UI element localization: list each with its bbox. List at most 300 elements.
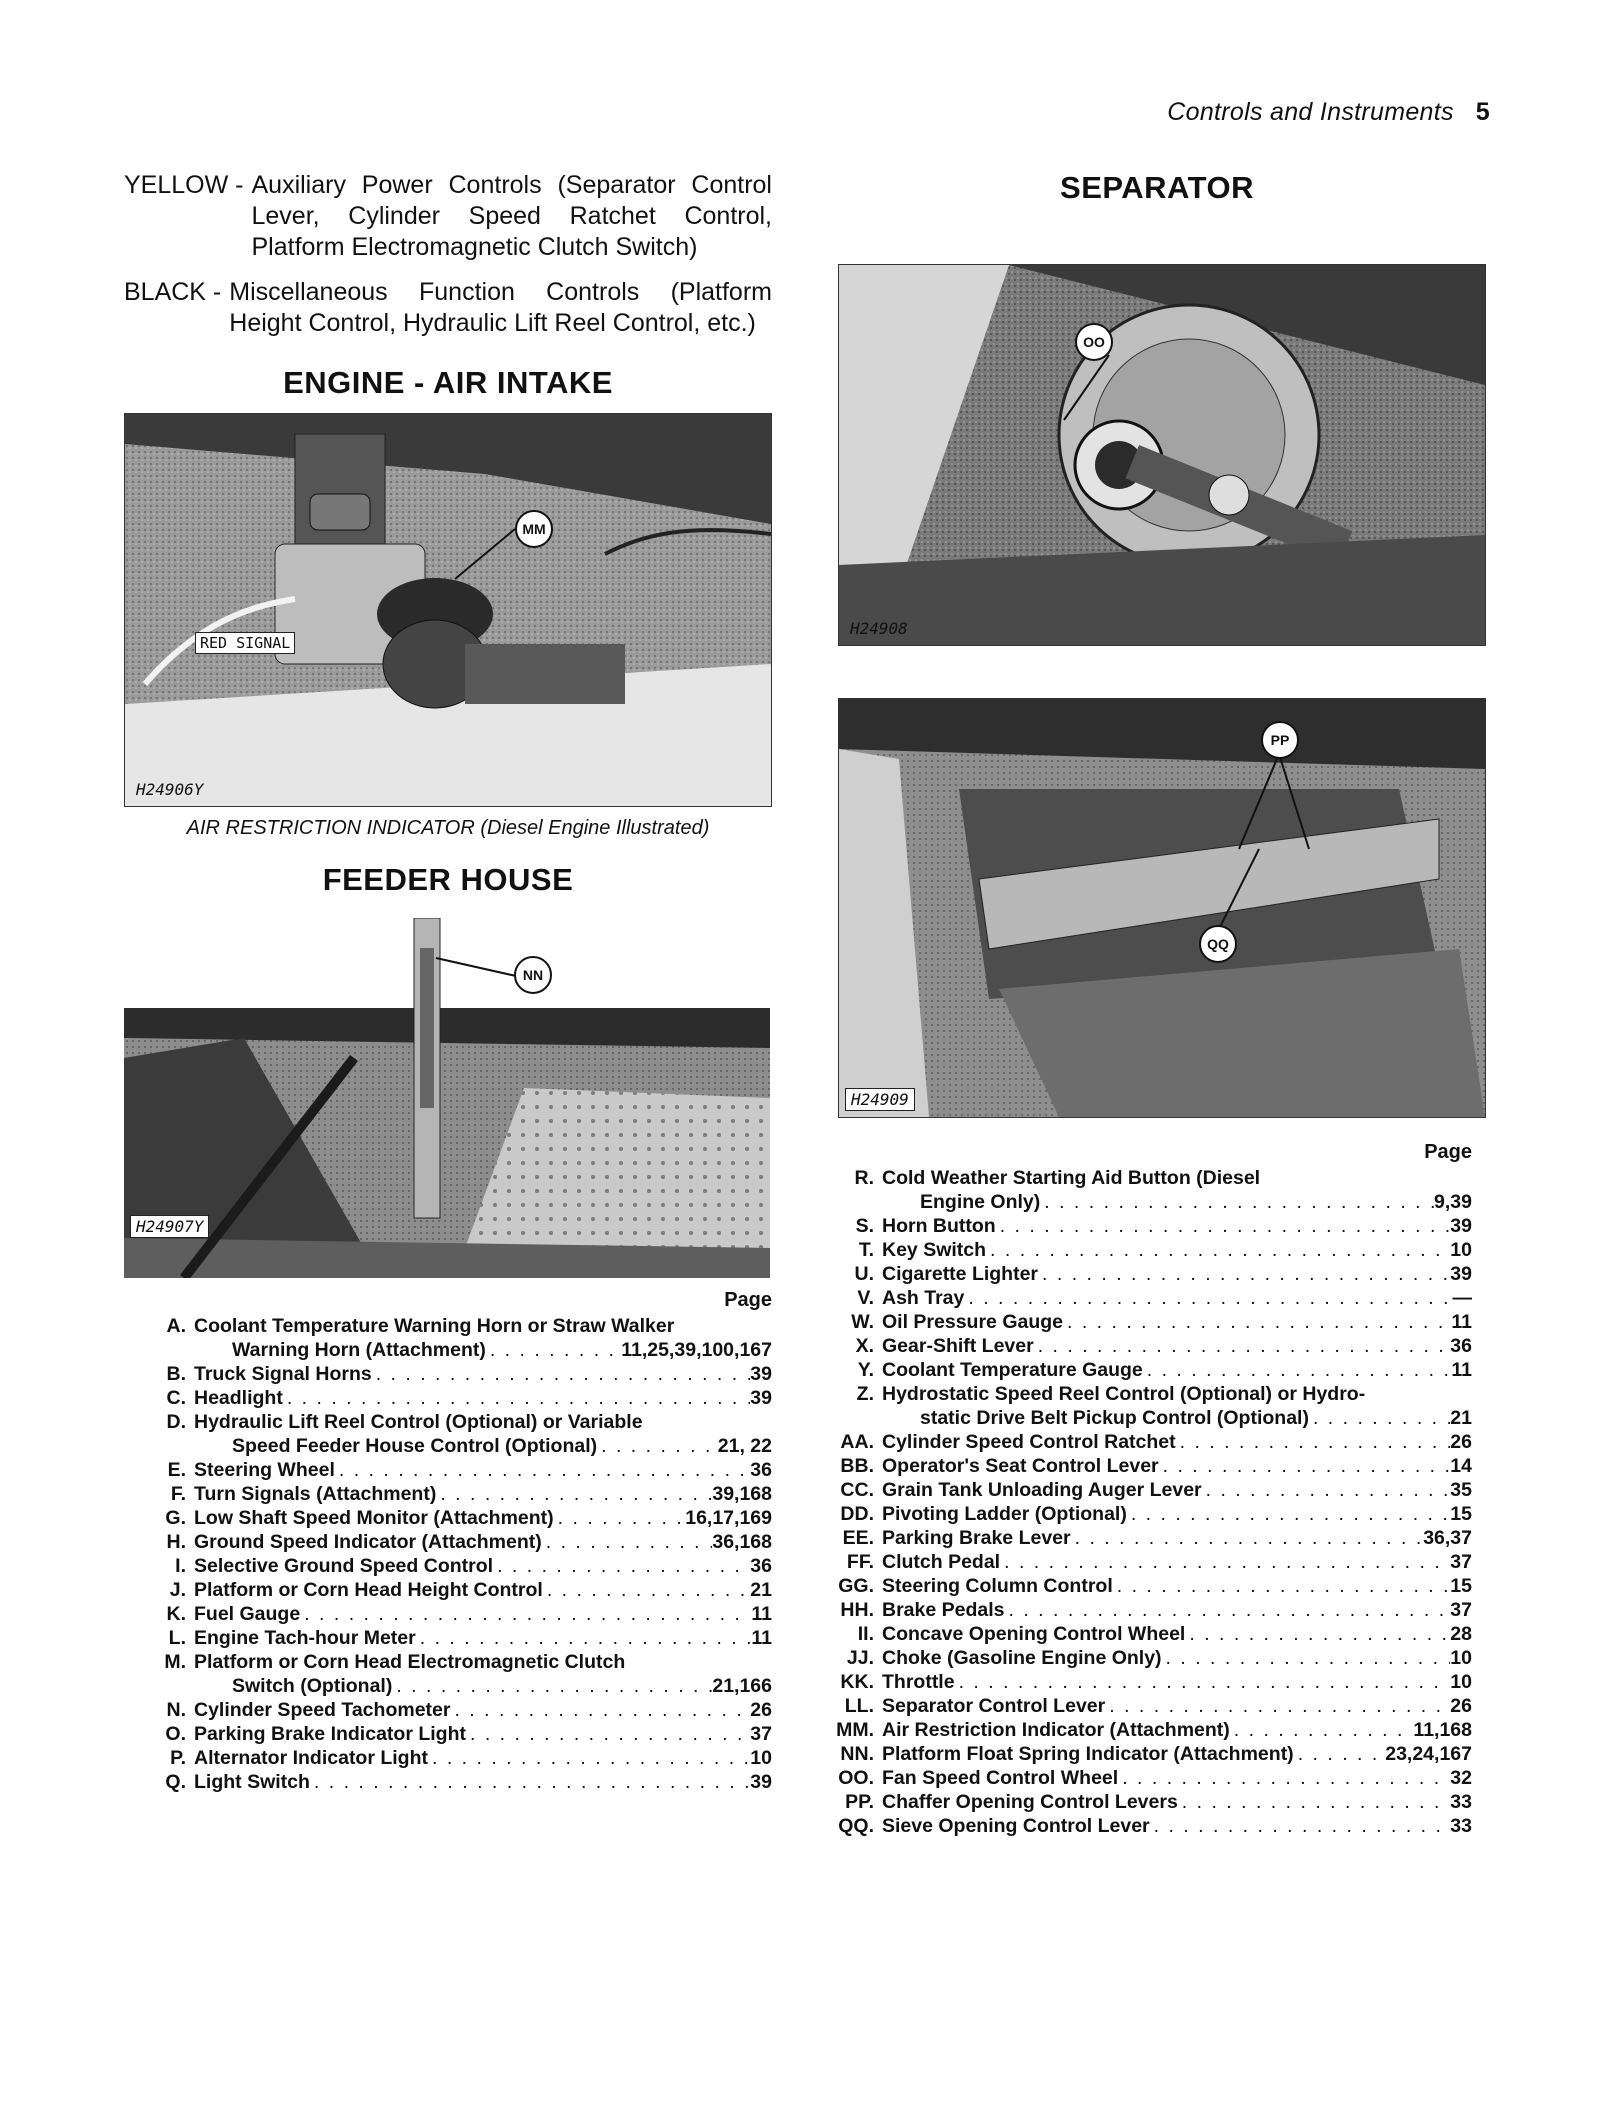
- legend-text: [882, 1670, 1472, 1694]
- legend-letter: E.: [167, 1459, 186, 1481]
- legend-letter: G.: [165, 1507, 186, 1529]
- legend-item: [812, 1694, 1472, 1718]
- legend-letter: Z.: [856, 1383, 874, 1405]
- feeder-photo: [124, 918, 770, 1278]
- legend-item: [812, 1430, 1472, 1454]
- legend-page: 39: [1450, 1215, 1472, 1237]
- leader-dots: [1202, 1478, 1451, 1502]
- legend-letter: X.: [855, 1335, 874, 1357]
- separator-photo-2-image: [839, 699, 1485, 1117]
- leader-dots: [1230, 1718, 1414, 1742]
- legend-label: Concave Opening Control Wheel: [882, 1623, 1186, 1645]
- legend-item: [812, 1526, 1472, 1550]
- legend-letter: B.: [166, 1363, 186, 1385]
- legend-letter: QQ.: [838, 1815, 874, 1837]
- separator-heading: SEPARATOR: [1060, 170, 1254, 205]
- legend-letter: BB.: [840, 1455, 874, 1477]
- leader-dots: [436, 1482, 712, 1506]
- legend-letter: EE.: [842, 1527, 874, 1549]
- legend-page: 39: [750, 1387, 772, 1409]
- legend-page: 36,37: [1423, 1527, 1472, 1549]
- legend-item: [812, 1598, 1472, 1622]
- legend-item: [124, 1554, 772, 1578]
- feeder-photo-image: [124, 918, 770, 1278]
- legend-page: 21, 22: [717, 1435, 772, 1457]
- legend-page: 37: [1450, 1599, 1472, 1621]
- legend-letter: MM.: [836, 1719, 874, 1741]
- legend-letter: A.: [166, 1315, 186, 1337]
- legend-item: [124, 1386, 772, 1410]
- legend-item: [812, 1766, 1472, 1790]
- legend-item: [812, 1238, 1472, 1262]
- legend-label: Gear-Shift Lever: [882, 1335, 1034, 1357]
- legend-label: Fan Speed Control Wheel: [882, 1767, 1119, 1789]
- left-column: [124, 170, 772, 1794]
- legend-text: [194, 1362, 772, 1386]
- legend-item: [812, 1718, 1472, 1742]
- color-definition-yellow: [124, 170, 772, 263]
- legend-text: [194, 1650, 772, 1698]
- legend-label: Ash Tray: [882, 1287, 965, 1309]
- leader-dots: [1105, 1694, 1450, 1718]
- legend-label: Light Switch: [194, 1771, 310, 1793]
- legend-text: [194, 1602, 772, 1626]
- leader-dots: [428, 1746, 750, 1770]
- legend-letter: C.: [166, 1387, 186, 1409]
- legend-multiline: [194, 1314, 772, 1362]
- legend-label: Horn Button: [882, 1215, 996, 1237]
- legend-item: [812, 1814, 1472, 1838]
- leader-dots: [1185, 1622, 1450, 1646]
- legend-label: Ground Speed Indicator (Attachment): [194, 1531, 542, 1553]
- legend-continuation: [882, 1190, 1472, 1214]
- legend-page: 39: [1450, 1263, 1472, 1285]
- legend-page-label: Page: [1424, 1141, 1472, 1163]
- legend-label: Selective Ground Speed Control: [194, 1555, 494, 1577]
- legend-label: Cylinder Speed Control Ratchet: [882, 1431, 1176, 1453]
- separator-photo-1-code: H24908: [850, 619, 908, 638]
- leader-dots: [543, 1578, 750, 1602]
- legend-letter: PP.: [845, 1791, 874, 1813]
- legend-letter: N.: [166, 1699, 186, 1721]
- legend-page: 32: [1450, 1767, 1472, 1789]
- legend-page: 36: [750, 1459, 772, 1481]
- legend-text: [194, 1722, 772, 1746]
- legend-label: Coolant Temperature Gauge: [882, 1359, 1143, 1381]
- legend-label: Alternator Indicator Light: [194, 1747, 428, 1769]
- leader-dots: [392, 1674, 712, 1698]
- callout-pp: PP: [1261, 721, 1299, 759]
- leader-dots: [1034, 1334, 1451, 1358]
- legend-letter: J.: [169, 1579, 186, 1601]
- legend-text: [882, 1742, 1472, 1766]
- legend-text: [882, 1694, 1472, 1718]
- legend-item: [812, 1622, 1472, 1646]
- legend-label-cont: static Drive Belt Pickup Control (Optional): [920, 1407, 1309, 1429]
- legend-page: 33: [1450, 1815, 1472, 1837]
- legend-multiline: [882, 1382, 1472, 1430]
- legend-page: 11: [1451, 1311, 1472, 1333]
- leader-dots: [450, 1698, 750, 1722]
- legend-page-label: Page: [724, 1289, 772, 1311]
- leader-dots: [486, 1338, 621, 1362]
- legend-text: [882, 1214, 1472, 1238]
- legend-item: [124, 1506, 772, 1530]
- legend-text: [194, 1530, 772, 1554]
- legend-right: [812, 1140, 1472, 1838]
- engine-photo: [124, 413, 772, 807]
- legend-label: Parking Brake Lever: [882, 1527, 1071, 1549]
- legend-letter: CC.: [840, 1479, 874, 1501]
- legend-letter: H.: [166, 1531, 186, 1553]
- legend-label: Parking Brake Indicator Light: [194, 1723, 466, 1745]
- legend-text: [882, 1382, 1472, 1430]
- legend-label: Steering Wheel: [194, 1459, 335, 1481]
- leader-dots: [335, 1458, 750, 1482]
- leader-dots: [283, 1386, 750, 1410]
- legend-page: 37: [1450, 1551, 1472, 1573]
- legend-text: [194, 1482, 772, 1506]
- color-definition-black: [124, 277, 772, 339]
- leader-dots: [1178, 1790, 1451, 1814]
- legend-page: 36: [750, 1555, 772, 1577]
- color-description: Auxiliary Power Controls (Separator Control Lever, Cylinder Speed Ratchet Control, Platform Electromagnetic Clutch Switch): [251, 171, 772, 261]
- leader-dots: [1071, 1526, 1424, 1550]
- legend-label: Headlight: [194, 1387, 283, 1409]
- callout-qq: QQ: [1199, 925, 1237, 963]
- engine-photo-image: [125, 414, 771, 806]
- leader-dots: [1118, 1766, 1450, 1790]
- leader-dots: [1176, 1430, 1451, 1454]
- legend-letter: M.: [164, 1651, 186, 1673]
- legend-label: Fuel Gauge: [194, 1603, 301, 1625]
- legend-text: [882, 1286, 1472, 1310]
- legend-text: [882, 1430, 1472, 1454]
- legend-text: [882, 1622, 1472, 1646]
- legend-letter: OO.: [838, 1767, 874, 1789]
- legend-label: Separator Control Lever: [882, 1695, 1106, 1717]
- legend-letter: R.: [854, 1167, 874, 1189]
- legend-item: [124, 1458, 772, 1482]
- legend-page: 39: [750, 1363, 772, 1385]
- legend-text: [882, 1478, 1472, 1502]
- legend-label: Platform Float Spring Indicator (Attachment): [882, 1743, 1294, 1765]
- leader-dots: [955, 1670, 1451, 1694]
- legend-page: 26: [1450, 1431, 1472, 1453]
- legend-item: [124, 1746, 772, 1770]
- legend-text: [882, 1814, 1472, 1838]
- legend-label: Operator's Seat Control Lever: [882, 1455, 1159, 1477]
- legend-left: [124, 1288, 772, 1794]
- legend-label: Hydraulic Lift Reel Control (Optional) or Variable: [194, 1411, 643, 1433]
- legend-label: Grain Tank Unloading Auger Lever: [882, 1479, 1202, 1501]
- legend-page: 11,168: [1413, 1719, 1472, 1741]
- right-column: [812, 170, 1472, 1838]
- legend-letter: T.: [858, 1239, 874, 1261]
- legend-item: [124, 1770, 772, 1794]
- legend-label: Coolant Temperature Warning Horn or Straw Walker: [194, 1315, 675, 1337]
- callout-nn: NN: [514, 956, 552, 994]
- legend-item: [812, 1286, 1472, 1310]
- legend-text: [882, 1238, 1472, 1262]
- leader-dots: [986, 1238, 1450, 1262]
- legend-letter: V.: [857, 1287, 874, 1309]
- legend-page: 33: [1450, 1791, 1472, 1813]
- legend-item: [812, 1790, 1472, 1814]
- legend-text: [882, 1310, 1472, 1334]
- legend-page: 21: [1450, 1407, 1472, 1429]
- legend-item: [124, 1722, 772, 1746]
- legend-page: 26: [750, 1699, 772, 1721]
- legend-letter: W.: [851, 1311, 874, 1333]
- legend-letter: L.: [168, 1627, 186, 1649]
- legend-label: Turn Signals (Attachment): [194, 1483, 437, 1505]
- legend-label: Cigarette Lighter: [882, 1263, 1039, 1285]
- engine-caption: AIR RESTRICTION INDICATOR (Diesel Engine Illustrated): [186, 817, 710, 839]
- legend-letter: I.: [175, 1555, 186, 1577]
- legend-page: 39,168: [712, 1483, 772, 1505]
- running-header: [1167, 98, 1490, 127]
- color-term: BLACK -: [124, 278, 222, 306]
- leader-dots: [1038, 1262, 1450, 1286]
- callout-mm: MM: [515, 510, 553, 548]
- legend-page: 39: [750, 1771, 772, 1793]
- legend-item: [812, 1454, 1472, 1478]
- feeder-heading: FEEDER HOUSE: [322, 862, 574, 897]
- legend-text: [194, 1770, 772, 1794]
- legend-page: 26: [1450, 1695, 1472, 1717]
- legend-letter: F.: [170, 1483, 186, 1505]
- legend-text: [194, 1506, 772, 1530]
- legend-letter: K.: [166, 1603, 186, 1625]
- legend-text: [882, 1502, 1472, 1526]
- legend-item: [812, 1382, 1472, 1430]
- legend-item: [812, 1334, 1472, 1358]
- legend-page: 11: [1451, 1359, 1472, 1381]
- legend-label: Platform or Corn Head Electromagnetic Clutch: [194, 1651, 626, 1673]
- legend-item: [124, 1410, 772, 1458]
- legend-label: Clutch Pedal: [882, 1551, 1001, 1573]
- legend-text: [882, 1574, 1472, 1598]
- legend-page: 28: [1450, 1623, 1472, 1645]
- legend-text: [882, 1718, 1472, 1742]
- legend-label: Pivoting Ladder (Optional): [882, 1503, 1127, 1525]
- leader-dots: [1162, 1646, 1451, 1670]
- legend-label: Truck Signal Horns: [194, 1363, 372, 1385]
- legend-item: [124, 1362, 772, 1386]
- legend-letter: FF.: [846, 1551, 874, 1573]
- leader-dots: [310, 1770, 750, 1794]
- legend-item: [812, 1502, 1472, 1526]
- legend-continuation: [194, 1338, 772, 1362]
- legend-letter: AA.: [840, 1431, 874, 1453]
- leader-dots: [1159, 1454, 1451, 1478]
- legend-label: Low Shaft Speed Monitor (Attachment): [194, 1507, 554, 1529]
- legend-letter: II.: [857, 1623, 874, 1645]
- legend-label: Cold Weather Starting Aid Button (Diesel: [882, 1167, 1261, 1189]
- legend-label: Brake Pedals: [882, 1599, 1005, 1621]
- leader-dots: [1143, 1358, 1452, 1382]
- legend-text: [194, 1626, 772, 1650]
- legend-label: Hydrostatic Speed Reel Control (Optional) or Hydro-: [882, 1383, 1366, 1405]
- legend-text: [882, 1262, 1472, 1286]
- legend-letter: NN.: [840, 1743, 874, 1765]
- legend-page: 14: [1450, 1455, 1472, 1477]
- legend-item: [812, 1214, 1472, 1238]
- legend-label: Cylinder Speed Tachometer: [194, 1699, 451, 1721]
- legend-item: [124, 1530, 772, 1554]
- legend-letter: P.: [170, 1747, 186, 1769]
- separator-photo-2-code: H24909: [845, 1088, 915, 1111]
- legend-text: [194, 1410, 772, 1458]
- legend-text: [882, 1334, 1472, 1358]
- legend-label: Choke (Gasoline Engine Only): [882, 1647, 1162, 1669]
- legend-right-rows: [812, 1166, 1472, 1838]
- legend-text: [194, 1746, 772, 1770]
- legend-label-cont: Speed Feeder House Control (Optional): [232, 1435, 598, 1457]
- legend-text: [882, 1646, 1472, 1670]
- legend-text: [882, 1790, 1472, 1814]
- legend-item: [812, 1550, 1472, 1574]
- legend-multiline: [194, 1410, 772, 1458]
- legend-page: 11: [751, 1627, 772, 1649]
- leader-dots: [542, 1530, 713, 1554]
- legend-text: [882, 1598, 1472, 1622]
- legend-item: [812, 1670, 1472, 1694]
- leader-dots: [416, 1626, 752, 1650]
- legend-page: 21,166: [712, 1675, 772, 1697]
- legend-item: [812, 1262, 1472, 1286]
- red-signal-tag: RED SIGNAL: [195, 632, 295, 654]
- legend-text: [882, 1358, 1472, 1382]
- legend-letter: D.: [166, 1411, 186, 1433]
- legend-item: [812, 1310, 1472, 1334]
- legend-multiline: [882, 1166, 1472, 1214]
- legend-page: 16,17,169: [685, 1507, 772, 1529]
- legend-text: [194, 1314, 772, 1362]
- legend-label: Air Restriction Indicator (Attachment): [882, 1719, 1230, 1741]
- legend-page: 23,24,167: [1385, 1743, 1472, 1765]
- legend-letter: U.: [854, 1263, 874, 1285]
- legend-letter: LL.: [844, 1695, 874, 1717]
- legend-letter: Q.: [165, 1771, 186, 1793]
- legend-item: [812, 1166, 1472, 1214]
- legend-label-cont: Warning Horn (Attachment): [232, 1339, 486, 1361]
- engine-photo-code: H24906Y: [136, 780, 204, 799]
- legend-letter: O.: [165, 1723, 186, 1745]
- color-term: YELLOW -: [124, 171, 244, 199]
- leader-dots: [372, 1362, 751, 1386]
- legend-letter: JJ.: [846, 1647, 874, 1669]
- leader-dots: [300, 1602, 751, 1626]
- legend-page: 21: [750, 1579, 772, 1601]
- legend-page: 10: [750, 1747, 772, 1769]
- legend-text: [882, 1766, 1472, 1790]
- legend-label: Platform or Corn Head Height Control: [194, 1579, 543, 1601]
- leader-dots: [1309, 1406, 1450, 1430]
- legend-item: [812, 1646, 1472, 1670]
- legend-text: [882, 1550, 1472, 1574]
- legend-item: [124, 1698, 772, 1722]
- legend-label: Key Switch: [882, 1239, 987, 1261]
- legend-page: 10: [1450, 1239, 1472, 1261]
- legend-page: 10: [1450, 1647, 1472, 1669]
- legend-text: [194, 1458, 772, 1482]
- legend-continuation: [194, 1674, 772, 1698]
- leader-dots: [1005, 1598, 1451, 1622]
- legend-letter: KK.: [840, 1671, 874, 1693]
- legend-item: [812, 1742, 1472, 1766]
- color-description: Miscellaneous Function Controls (Platform Height Control, Hydraulic Lift Reel Control, etc.): [229, 278, 772, 337]
- leader-dots: [597, 1434, 718, 1458]
- legend-page: 11: [751, 1603, 772, 1625]
- legend-page: 15: [1450, 1575, 1472, 1597]
- legend-label-cont: Engine Only): [920, 1191, 1041, 1213]
- header-title: Controls and Instruments: [1167, 98, 1454, 126]
- legend-page: 9,39: [1434, 1191, 1472, 1213]
- separator-photo-1: [838, 264, 1486, 646]
- legend-text: [194, 1698, 772, 1722]
- legend-item: [124, 1602, 772, 1626]
- legend-label: Sieve Opening Control Lever: [882, 1815, 1150, 1837]
- legend-left-rows: [124, 1314, 772, 1794]
- leader-dots: [466, 1722, 750, 1746]
- leader-dots: [1150, 1814, 1451, 1838]
- leader-dots: [1000, 1550, 1450, 1574]
- legend-continuation: [194, 1434, 772, 1458]
- leader-dots: [1294, 1742, 1386, 1766]
- legend-page: 11,25,39,100,167: [621, 1339, 772, 1361]
- separator-photo-1-image: [839, 265, 1485, 645]
- legend-item: [124, 1314, 772, 1362]
- legend-letter: Y.: [857, 1359, 874, 1381]
- callout-oo: OO: [1075, 323, 1113, 361]
- legend-page: 10: [1450, 1671, 1472, 1693]
- legend-item: [812, 1358, 1472, 1382]
- legend-multiline: [194, 1650, 772, 1698]
- page-number: 5: [1475, 98, 1490, 126]
- feeder-photo-code: H24907Y: [130, 1215, 209, 1238]
- legend-item: [124, 1626, 772, 1650]
- legend-text: [194, 1578, 772, 1602]
- legend-label-cont: Switch (Optional): [232, 1675, 393, 1697]
- leader-dots: [1040, 1190, 1434, 1214]
- legend-label: Chaffer Opening Control Levers: [882, 1791, 1178, 1813]
- legend-text: [194, 1554, 772, 1578]
- leader-dots: [964, 1286, 1452, 1310]
- legend-continuation: [882, 1406, 1472, 1430]
- legend-text: [882, 1166, 1472, 1214]
- legend-label: Engine Tach-hour Meter: [194, 1627, 416, 1649]
- legend-label: Throttle: [882, 1671, 955, 1693]
- legend-label: Steering Column Control: [882, 1575, 1113, 1597]
- legend-page: —: [1452, 1287, 1472, 1309]
- legend-item: [124, 1482, 772, 1506]
- legend-item: [812, 1574, 1472, 1598]
- leader-dots: [996, 1214, 1451, 1238]
- legend-item: [124, 1650, 772, 1698]
- legend-letter: GG.: [838, 1575, 874, 1597]
- legend-page: 35: [1450, 1479, 1472, 1501]
- leader-dots: [1113, 1574, 1451, 1598]
- legend-page: 36: [1450, 1335, 1472, 1357]
- separator-photo-2: [838, 698, 1486, 1118]
- legend-label: Oil Pressure Gauge: [882, 1311, 1063, 1333]
- legend-item: [812, 1478, 1472, 1502]
- leader-dots: [1063, 1310, 1451, 1334]
- legend-page: 15: [1450, 1503, 1472, 1525]
- legend-letter: S.: [855, 1215, 874, 1237]
